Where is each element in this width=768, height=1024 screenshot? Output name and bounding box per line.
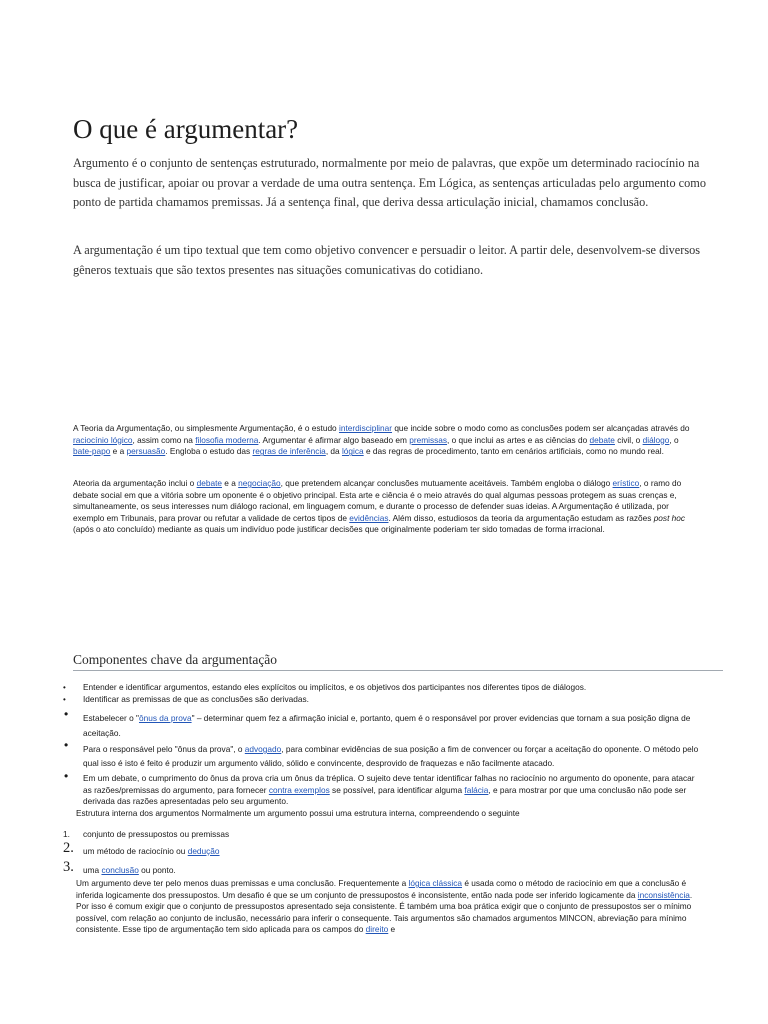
text-run: . Argumentar é afirmar algo baseado em (258, 434, 410, 445)
text-run: , o (669, 434, 679, 445)
text-run: . Por isso é comum exigir que o conjunto de pressupostos apresentado seja consistente. É também uma boa prática exigir que o conjunto de pressupostos ser o mínimo possível, com relação ao conjunto de inclusão, necessário para inferir o consequente. Tais argumentos são chamados argumentos MINCON, abreviação para mínimo consistente. Esse tipo de argumentação tem sido aplicada para os campos do (76, 889, 693, 935)
bullet-marker: • (64, 738, 69, 752)
link-dedução[interactable]: dedução (187, 846, 220, 856)
structure-intro: Estrutura interna dos argumentos Normalmente um argumento possui uma estrutura interna, compreendendo o seguinte (76, 808, 520, 818)
intro-paragraph-2: A argumentação é um tipo textual que tem como objetivo convencer e persuadir o leitor. A partir dele, desenvolvem-se diversos gêneros textuais que são textos presentes nas situações comunicativas do cotidiano. (73, 243, 701, 277)
text-run: e das regras de procedimento, tanto em cenários artificiais, como no mundo real. (363, 446, 664, 457)
bullet-text (83, 682, 703, 694)
text-run: e a (222, 478, 239, 488)
link-premissas[interactable]: premissas (409, 434, 448, 445)
text-run: e (388, 924, 396, 935)
bullet-text (83, 694, 703, 706)
text-run: , e para mostrar por que uma conclusão não pode ser derivada das razões apresentadas pelo seu argumento. (83, 784, 687, 807)
text-run: Em um debate, o cumprimento do ônus da prova cria um ônus da tréplica. O sujeito deve tentar identificar falhas no raciocínio no argumento do oponente, para atacar as razões/premissas do argumento, para fornecer (83, 773, 695, 795)
text-run: ou ponto. (138, 865, 176, 875)
text-run: uma (83, 865, 102, 875)
link-falácia[interactable]: falácia (464, 784, 489, 795)
components-heading: Componentes chave da argumentação (73, 651, 723, 671)
text-run: Um argumento deve ter pelo menos duas premissas e uma conclusão. Frequentemente a (76, 878, 409, 888)
list-number: 1. (63, 829, 70, 839)
page-title: O que é argumentar? (73, 114, 299, 144)
text-run: " – determinar quem fez a afirmação inicial e, portanto, quem é o responsável por prover evidencias que tornam a sua posição digna de aceitação. (83, 713, 691, 738)
bullet-marker: • (63, 695, 66, 704)
link-raciocínio-lógico[interactable]: raciocínio lógico (73, 434, 133, 445)
link-advogado[interactable]: advogado (244, 744, 282, 754)
bullet-marker: • (64, 707, 69, 721)
link-negociação[interactable]: negociação (238, 478, 281, 488)
link-conclusão[interactable]: conclusão (101, 865, 139, 875)
link-debate[interactable]: debate (589, 434, 615, 445)
link-bate-papo[interactable]: bate-papo (73, 446, 111, 457)
text-run: civil, o (614, 434, 643, 445)
text-run: (após o ato concluído) mediante as quais um indivíduo pode justificar decisões que originalmente poderiam ter sido tomadas de forma irracional. (73, 524, 605, 535)
text-run: conjunto de pressupostos ou premissas (83, 829, 230, 839)
link-erístico[interactable]: erístico (612, 478, 640, 488)
text-run: , que pretendem alcançar conclusões mutuamente aceitáveis. Também engloba o diálogo (280, 478, 613, 488)
text-run: , para combinar evidências de sua posição a fim de convencer ou forçar a aceitação do oponente. O método pelo qual isso é isto é feito é produzir um argumento válido, sólido e convincente, desprovido de fraquezas e não facilmente atacado. (83, 744, 699, 768)
link-debate[interactable]: debate (196, 478, 222, 488)
text-run: . Além disso, estudiosos da teoria da argumentação estudam as razões (388, 512, 654, 523)
bullet-text (83, 742, 703, 770)
theory-paragraph-2 (73, 478, 697, 536)
bullet-marker: • (64, 769, 69, 783)
link-contra-exemplos[interactable]: contra exemplos (268, 784, 330, 795)
text-run: . Engloba o estudo das (165, 446, 253, 457)
text-run: , assim como na (132, 434, 196, 445)
bullet-marker: • (63, 683, 66, 692)
list-item-text (83, 865, 176, 875)
link-persuasão[interactable]: persuasão (126, 446, 166, 457)
link-inconsistência[interactable]: inconsistência (637, 889, 690, 900)
link-diálogo[interactable]: diálogo (642, 434, 670, 445)
text-run: se possível, para identificar alguma (329, 784, 465, 795)
text-run: , da (325, 446, 342, 457)
closing-paragraph (76, 878, 696, 936)
bullet-text (83, 711, 703, 740)
text-run: e a (110, 446, 127, 457)
text-run: Identificar as premissas de que as conclusões são derivadas. (83, 694, 309, 704)
link-evidências[interactable]: evidências (349, 512, 389, 523)
text-run: um método de raciocínio ou (83, 846, 188, 856)
text-run: é usada como o método de raciocínio em que a conclusão é inferida logicamente dos pressupostos. Um desafio é que se um conjunto de pressupostos é inconsistente, então nada pode ser inferido logicamente da (76, 878, 687, 900)
link-direito[interactable]: direito (365, 924, 389, 935)
link-ônus-da-prova[interactable]: ônus da prova (138, 713, 192, 723)
link-lógica[interactable]: lógica (341, 446, 364, 457)
text-run: Entender e identificar argumentos, estando eles explícitos ou implícitos, e os objetivos dos participantes nos diferentes tipos de diálogos. (83, 682, 587, 692)
intro-paragraph-1: Argumento é o conjunto de sentenças estruturado, normalmente por meio de palavras, que expõe um determinado raciocínio na busca de justificar, apoiar ou provar a verdade de uma outra sentença. Em Lógica, as sentenças articuladas pelo argumento como ponto de partida chamamos premissas. Já a sentença final, que deriva dessa articulação inicial, chamamos conclusão. (73, 156, 707, 209)
emphasis-text: post hoc (653, 512, 686, 523)
list-number: 2. (63, 840, 74, 856)
text-run: , o que inclui as artes e as ciências do (447, 434, 590, 445)
link-lógica-clássica[interactable]: lógica clássica (408, 878, 463, 888)
text-run: Ateoria da argumentação inclui o (73, 478, 197, 488)
list-item-text (83, 846, 220, 856)
text-run: Para o responsável pelo "ônus da prova", o (83, 744, 245, 754)
link-regras-de-inferência[interactable]: regras de inferência (252, 446, 326, 457)
text-run: que incide sobre o modo como as conclusões podem ser alcançadas através do (392, 423, 690, 433)
link-filosofia-moderna[interactable]: filosofia moderna (195, 434, 259, 445)
theory-paragraph-1 (73, 423, 697, 458)
list-item-text (83, 829, 229, 839)
text-run: Estabelecer o " (83, 713, 139, 723)
list-number: 3. (63, 859, 74, 875)
text-run: , o ramo do debate social em que a vitória sobre um oponente é o objetivo principal. Esta arte e ciência é o meio através do qual algumas pessoas protegem as suas crenças e, simultaneamente, os seus interesses num diálogo racional, em linguagem comum, e durante o processo de defender suas ideias. A Argumentação é utilizada, por exemplo em Tribunais, para provar ou refutar a validade de certos tipos de (73, 478, 682, 523)
bullet-text (83, 773, 703, 808)
text-run: A Teoria da Argumentação, ou simplesmente Argumentação, é o estudo (73, 423, 339, 433)
link-interdisciplinar[interactable]: interdisciplinar (338, 423, 393, 433)
